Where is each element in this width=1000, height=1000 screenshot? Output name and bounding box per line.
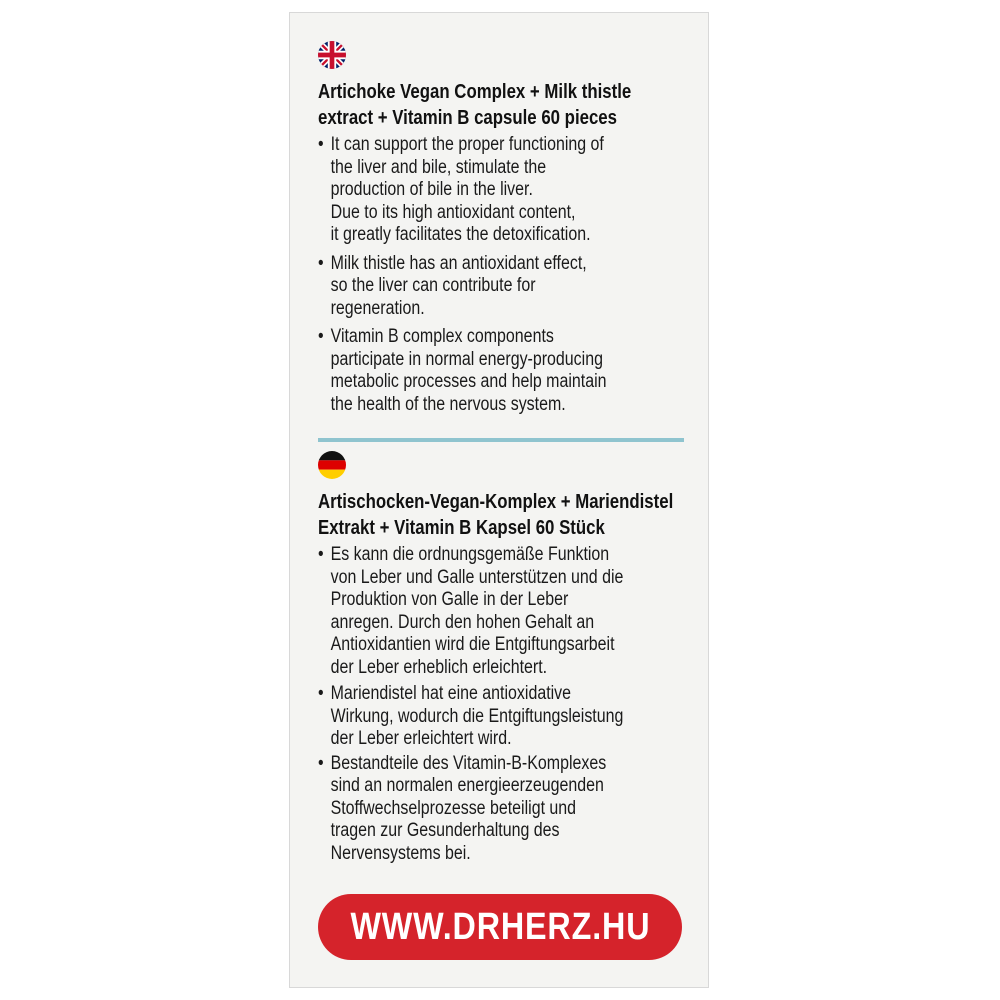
- website-url: WWW.DRHERZ.HU: [350, 905, 650, 948]
- list-item: Antioxidantien wird die Entgiftungsarbeit: [330, 634, 615, 655]
- list-item: tragen zur Gesunderhaltung des: [330, 820, 560, 841]
- list-item: • Es kann die ordnungsgemäße Funktion: [318, 544, 610, 565]
- list-item: the liver and bile, stimulate the: [330, 156, 547, 178]
- list-item: metabolic processes and help maintain: [330, 371, 607, 392]
- list-item: • Mariendistel hat eine antioxidative: [318, 683, 572, 704]
- section-divider: [318, 438, 684, 442]
- list-item: von Leber und Galle unterstützen und die: [330, 566, 624, 588]
- german-section: [318, 451, 688, 865]
- english-title-line2: extract + Vitamin B capsule 60 pieces: [318, 107, 617, 129]
- website-link-button[interactable]: [318, 894, 682, 960]
- list-item: production of bile in the liver.: [330, 179, 533, 200]
- list-item: Wirkung, wodurch die Entgiftungsleistung: [330, 705, 624, 727]
- list-item: der Leber erheblich erleichtert.: [330, 656, 548, 678]
- list-item: • It can support the proper functioning of: [318, 134, 604, 155]
- list-item: sind an normalen energieerzeugenden: [330, 775, 604, 796]
- list-item: Stoffwechselprozesse beteiligt und: [330, 797, 577, 819]
- german-flag-icon: [318, 451, 346, 479]
- uk-flag-icon: [318, 41, 346, 69]
- english-title-line1: Artichoke Vegan Complex + Milk thistle: [318, 81, 632, 103]
- list-item: • Bestandteile des Vitamin-B-Komplexes: [318, 752, 607, 774]
- english-section: [318, 41, 688, 416]
- list-item: Produktion von Galle in der Leber: [330, 589, 569, 610]
- german-title-line2: Extrakt + Vitamin B Kapsel 60 Stück: [318, 517, 605, 539]
- product-label-panel: [289, 12, 709, 988]
- list-item: • Milk thistle has an antioxidant effect,: [318, 252, 587, 274]
- list-item: regeneration.: [330, 297, 425, 319]
- english-bullet-list: [318, 134, 688, 416]
- list-item: participate in normal energy-producing: [330, 348, 603, 370]
- list-item: • Vitamin B complex components: [318, 326, 554, 347]
- list-item: Nervensystems bei.: [330, 842, 471, 864]
- list-item: it greatly facilitates the detoxification.: [330, 224, 591, 245]
- list-item: so the liver can contribute for: [330, 275, 536, 296]
- list-item: the health of the nervous system.: [330, 393, 566, 415]
- list-item: Due to its high antioxidant content,: [330, 201, 576, 223]
- german-title-line1: Artischocken-Vegan-Komplex + Mariendistel: [318, 491, 674, 513]
- list-item: anregen. Durch den hohen Gehalt an: [330, 611, 595, 633]
- list-item: der Leber erleichtert wird.: [330, 728, 512, 749]
- german-bullet-list: [318, 544, 688, 865]
